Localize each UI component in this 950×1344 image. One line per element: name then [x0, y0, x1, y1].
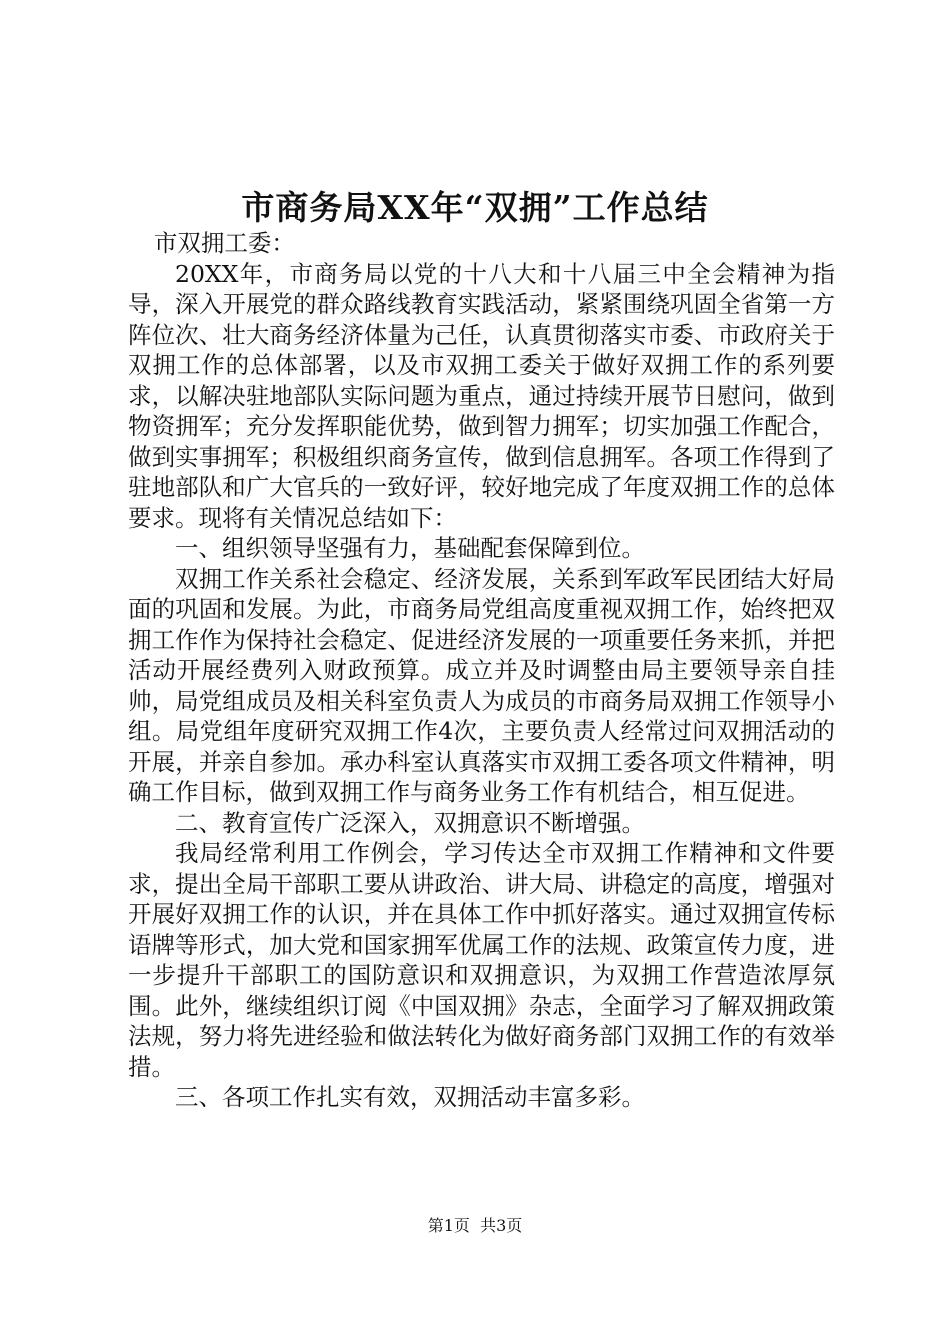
intro-paragraph: 20XX年，市商务局以党的十八大和十八届三中全会精神为指导，深入开展党的群众路线教育实践活动，紧紧围绕巩固全省第一方阵位次、壮大商务经济体量为己任，认真贯彻落实市委、市政府关于双拥工作的总体部署，以及市双拥工委关于做好双拥工作的系列要求，以解决驻地部队实际问题为重点，通过持续开展节日慰问，做到物资拥军；充分发挥职能优势，做到智力拥军；切实加强工作配合，做到实事拥军；积极组织商务宣传，做到信息拥军。各项工作得到了驻地部队和广大官兵的一致好评，较好地完成了年度双拥工作的总体要求。现将有关情况总结如下： — [128, 259, 835, 532]
page-footer — [0, 1214, 950, 1238]
section-paragraph-2: 我局经常利用工作例会，学习传达全市双拥工作精神和文件要求，提出全局干部职工要从讲政治、讲大局、讲稳定的高度，增强对开展好双拥工作的认识，并在具体工作中抓好落实。通过双拥宣传标语牌等形式，加大党和国家拥军优属工作的法规、政策宣传力度，进一步提升干部职工的国防意识和双拥意识，为双拥工作营造浓厚氛围。此外，继续组织订阅《中国双拥》杂志，全面学习了解双拥政策法规，努力将先进经验和做法转化为做好商务部门双拥工作的有效举措。 — [128, 839, 835, 1081]
section-heading-2: 二、教育宣传广泛深入，双拥意识不断增强。 — [175, 808, 645, 837]
section-paragraph-1: 双拥工作关系社会稳定、经济发展，关系到军政军民团结大好局面的巩固和发展。为此，市商务局党组高度重视双拥工作，始终把双拥工作作为保持社会稳定、促进经济发展的一项重要任务来抓，并把活动开展经费列入财政预算。成立并及时调整由局主要领导亲自挂帅，局党组成员及相关科室负责人为成员的市商务局双拥工作领导小组。局党组年度研究双拥工作4次，主要负责人经常过问双拥活动的开展，并亲自参加。承办科室认真落实市双拥工委各项文件精神，明确工作目标，做到双拥工作与商务业务工作有机结合，相互促进。 — [128, 564, 835, 806]
salutation: 市双拥工委： — [153, 229, 295, 257]
document-title: 市商务局XX年“双拥”工作总结 — [241, 188, 709, 227]
section-heading-3: 三、各项工作扎实有效，双拥活动丰富多彩。 — [175, 1083, 645, 1111]
document-body — [128, 228, 835, 1113]
section-heading-1: 一、组织领导坚强有力，基础配套保障到位。 — [175, 534, 645, 562]
page-number: 第1页 共3页 — [427, 1216, 523, 1235]
